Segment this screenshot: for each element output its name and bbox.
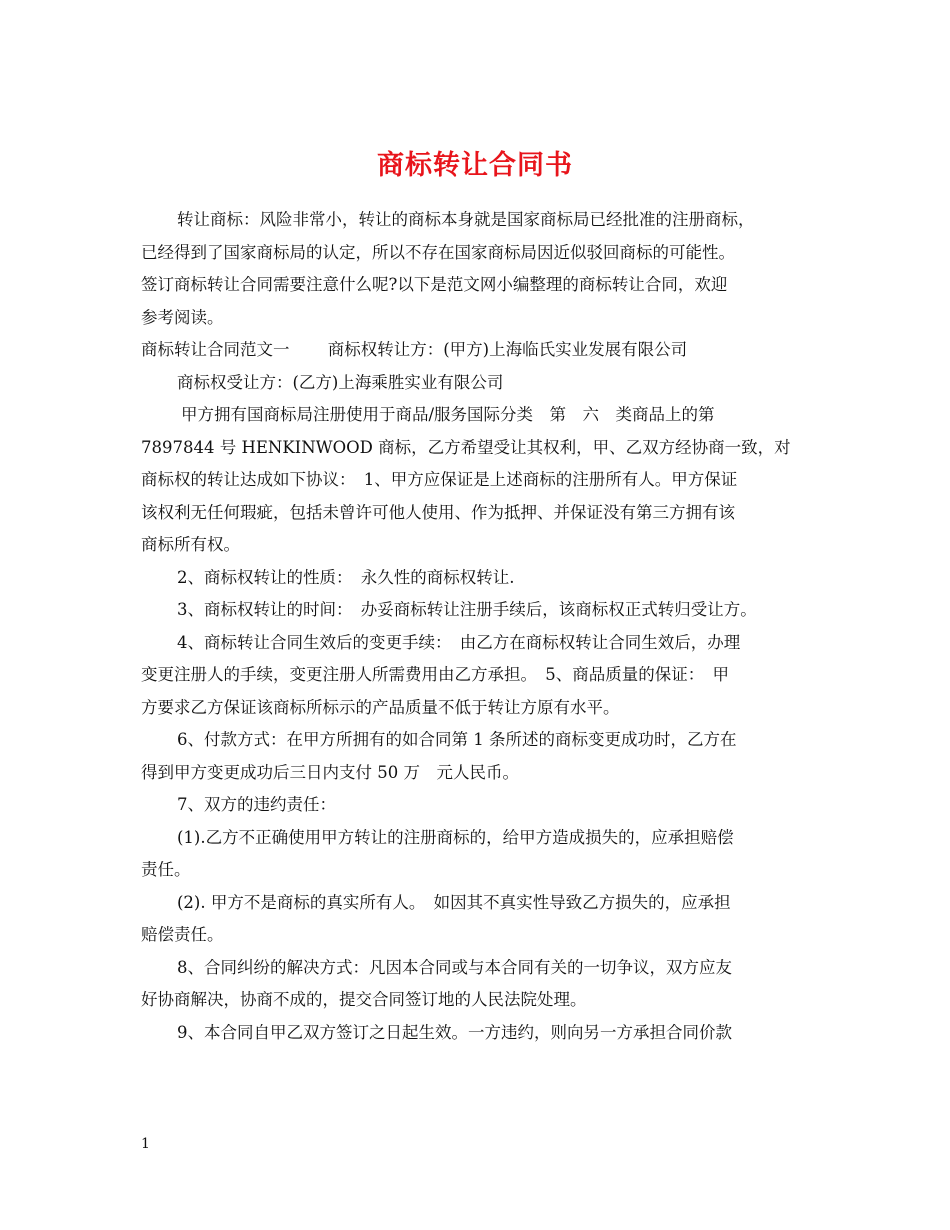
body-line: 得到甲方变更成功后三日内支付 50 万 元人民币。 [141, 762, 519, 782]
body-line: 方要求乙方保证该商标所标示的产品质量不低于转让方原有水平。 [141, 697, 620, 717]
body-line: 2、商标权转让的性质： 永久性的商标权转让. [177, 567, 515, 587]
body-line: 商标权的转让达成如下协议： 1、甲方应保证是上述商标的注册所有人。甲方保证 [141, 470, 738, 489]
body-line: 赔偿责任。 [141, 925, 224, 944]
body-line: 该权利无任何瑕疵，包括未曾许可他人使用、作为抵押、并保证没有第三方拥有该 [141, 502, 735, 522]
page-number: 1 [141, 1136, 150, 1152]
body-line: 4、商标转让合同生效后的变更手续： 由乙方在商标权转让合同生效后，办理 [177, 632, 741, 652]
body-line: 商标转让合同范文一 商标权转让方：(甲方)上海临氏实业发展有限公司 [141, 340, 688, 359]
body-line: 7897844 号 HENKINWOOD 商标，乙方希望受让其权利，甲、乙双方经协商一致，对 [141, 437, 791, 457]
body-line: 8、合同纠纷的解决方式：凡因本合同或与本合同有关的一切争议，双方应友 [177, 957, 732, 977]
body-line: 商标权受让方：(乙方)上海乘胜实业有限公司 [177, 372, 504, 392]
body-line: 3、商标权转让的时间： 办妥商标转让注册手续后，该商标权正式转归受让方。 [177, 600, 757, 619]
document-body [141, 204, 811, 1049]
body-line: 责任。 [141, 860, 191, 879]
body-line: (1).乙方不正确使用甲方转让的注册商标的，给甲方造成损失的，应承担赔偿 [177, 827, 734, 847]
body-line: 转让商标：风险非常小，转让的商标本身就是国家商标局已经批准的注册商标， [177, 210, 755, 229]
body-line: (2). 甲方不是商标的真实所有人。 如因其不真实性导致乙方损失的，应承担 [177, 892, 731, 912]
body-line: 商标所有权。 [141, 535, 240, 554]
body-line: 好协商解决，协商不成的，提交合同签订地的人民法院处理。 [141, 990, 587, 1009]
body-line: 参考阅读。 [141, 307, 224, 327]
body-line: 签订商标转让合同需要注意什么呢?以下是范文网小编整理的商标转让合同，欢迎 [141, 275, 728, 294]
body-line: 变更注册人的手续，变更注册人所需费用由乙方承担。 5、商品质量的保证： 甲 [141, 665, 729, 684]
body-line: 6、付款方式：在甲方所拥有的如合同第 1 条所述的商标变更成功时，乙方在 [177, 730, 737, 749]
body-line: 甲方拥有国商标局注册使用于商品/服务国际分类 第 六 类商品上的第 [181, 405, 715, 424]
body-line: 9、本合同自甲乙双方签订之日起生效。一方违约，则向另一方承担合同价款 [177, 1022, 732, 1042]
body-line: 7、双方的违约责任： [177, 795, 336, 814]
document-title: 商标转让合同书 [377, 150, 573, 182]
body-line: 已经得到了国家商标局的认定，所以不存在国家商标局因近似驳回商标的可能性。 [141, 242, 735, 262]
